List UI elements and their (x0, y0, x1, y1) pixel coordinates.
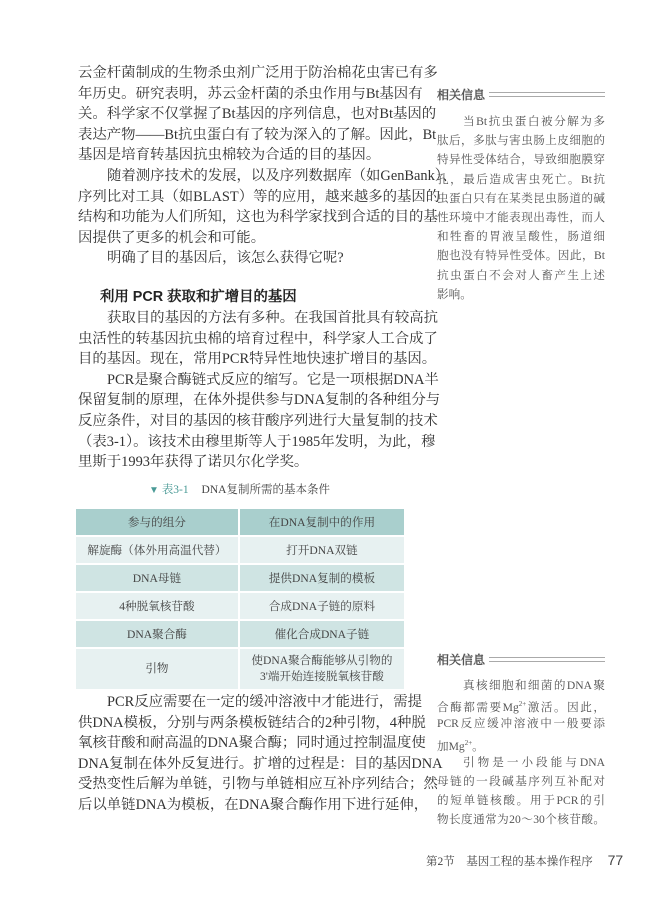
text-line: 受热变性后解为单链，引物与单链相应互补序列结合；然 (78, 776, 438, 793)
header-rule (489, 657, 605, 662)
table-cell: 引物 (76, 649, 238, 689)
sidebar-line: 肽后，多肽与害虫肠上皮细胞的 (437, 134, 605, 148)
related-info-title: 相关信息 (437, 653, 486, 667)
superscript: 2+ (464, 738, 473, 747)
text-line: 表达产物——Bt抗虫蛋白有了较为深入的了解。因此，Bt (78, 126, 437, 143)
text-line: 年历史。研究表明，苏云金杆菌的杀虫作用与Bt基因有 (78, 85, 423, 102)
table-cell: 解旋酶（体外用高温代替） (76, 537, 238, 563)
table-cell: 催化合成DNA子链 (238, 621, 404, 647)
text: 。 (472, 739, 484, 753)
text-line: 后以单链DNA为模板，在DNA聚合酶作用下进行延伸， (78, 796, 429, 813)
section-heading: 利用 PCR 获取和扩增目的基因 (100, 289, 297, 305)
sidebar-line: 当Bt抗虫蛋白被分解为多 (463, 115, 605, 128)
cell-line: 使DNA聚合酶能够从引物的 (251, 654, 393, 667)
table-row (76, 621, 404, 647)
related-info-box-2 (437, 651, 605, 830)
pcr-process-paragraph (78, 692, 443, 816)
text-line: 氧核苷酸和耐高温的DNA聚合酶；同时通过控制温度使 (78, 735, 426, 752)
text-line: 因提供了更多的机会和可能。 (78, 229, 266, 246)
text-line: 获取目的基因的方法有多种。在我国首批具有较高抗 (107, 310, 438, 326)
text-line: 反应条件，对目的基因的核苷酸序列进行大量复制的技术 (78, 412, 438, 429)
sidebar-line: PCR反应缓冲溶液中一般要添 (437, 717, 605, 731)
text-line: 供DNA模板，分别与两条模板链结合的2种引物，4种脱 (78, 714, 426, 731)
table-cell: 合成DNA子链的原料 (238, 593, 404, 619)
table-cell: DNA聚合酶 (76, 621, 238, 647)
text-line: 虫活性的转基因抗虫棉的培育过程中，科学家人工合成了 (78, 330, 438, 347)
table-cell: 提供DNA复制的模板 (238, 565, 404, 591)
sidebar-line: 母链的一段碱基序列互补配对 (437, 774, 605, 788)
triangle-marker-icon: ▼ (149, 485, 159, 496)
sidebar-line: 影响。 (437, 287, 472, 301)
header-rule (489, 92, 605, 97)
text-line: DNA复制在体外反复进行。扩增的过程是：目的基因DNA (78, 755, 443, 772)
text-line: 序列比对工具（如BLAST）等的应用，越来越多的基因的 (78, 188, 441, 205)
related-info-header (437, 651, 605, 668)
table-header-row (76, 509, 404, 535)
dna-replication-table (76, 507, 404, 691)
pcr-section (78, 286, 441, 473)
text: 激活。因此， (526, 701, 605, 715)
sidebar-line: 孔，最后造成害虫死亡。Bt抗 (437, 172, 605, 186)
text-line: 基因是培育转基因抗虫棉较为合适的目的基因。 (78, 147, 381, 164)
table-row (76, 565, 404, 591)
table-row (76, 537, 404, 563)
text-line: 云金杆菌制成的生物杀虫剂广泛用于防治棉花虫害已有多 (78, 65, 438, 81)
sidebar-line: 物长度通常为20～30个核苷酸。 (437, 813, 605, 827)
question-line: 明确了目的基因后，该怎么获得它呢? (107, 250, 344, 267)
text-line: 关。科学家不仅掌握了Bt基因的序列信息，也对Bt基因的 (78, 106, 437, 123)
superscript: 2+ (518, 700, 527, 709)
text-line: 保留复制的原理，在体外提供参与DNA复制的各种组分与 (78, 392, 441, 409)
table-cell: 4种脱氧核苷酸 (76, 593, 238, 619)
sidebar-line: 真核细胞和细菌的DNA聚 (463, 679, 605, 692)
text: 合酶都需要Mg (437, 701, 519, 715)
table-header-cell: 参与的组分 (76, 509, 238, 535)
table-cell (238, 649, 404, 689)
sidebar-line (437, 734, 605, 753)
related-info-title: 相关信息 (437, 88, 486, 102)
text: 加Mg (437, 739, 465, 753)
sidebar-line: 虫蛋白只有在某类昆虫肠道的碱 (437, 191, 605, 205)
text-line: （表3-1）。该技术由穆里斯等人于1985年发明，为此，穆 (78, 433, 436, 450)
table-title: DNA复制所需的基本条件 (201, 484, 330, 496)
cell-line: 3'端开始连接脱氧核苷酸 (260, 670, 384, 683)
sidebar-line: 和牲畜的胃液呈酸性，肠道细 (437, 230, 605, 244)
main-text-column (78, 63, 457, 269)
page-number: 77 (607, 852, 624, 868)
table-header-cell: 在DNA复制中的作用 (238, 509, 404, 535)
sidebar-line: 特异性受体结合，导致细胞膜穿 (437, 153, 605, 167)
sidebar-line: 抗虫蛋白不会对人畜产生上述 (437, 268, 605, 282)
table-cell: 打开DNA双链 (238, 537, 404, 563)
table-row (76, 649, 404, 689)
text-line: 里斯于1993年获得了诺贝尔化学奖。 (78, 454, 309, 471)
sidebar-line (437, 695, 605, 714)
page-footer (426, 852, 623, 869)
sidebar-line: 的短单链核酸。用于PCR的引 (437, 794, 605, 808)
text-line: 目的基因。现在，常用PCR特异性地快速扩增目的基因。 (78, 351, 437, 368)
text-line: PCR是聚合酶链式反应的缩写。它是一项根据DNA半 (107, 371, 439, 388)
sidebar-line: 引物是一小段能与DNA (463, 755, 605, 769)
sidebar-line: 性环境中才能表现出毒性，而人 (437, 210, 605, 224)
related-info-header (437, 86, 605, 103)
table-number: 表3-1 (161, 484, 189, 496)
sidebar-line: 胞也没有特异性受体。因此，Bt (437, 249, 605, 263)
section-title: 第2节 基因工程的基本操作程序 (426, 856, 593, 868)
table-cell: DNA母链 (76, 565, 238, 591)
text-line: 结构和功能为人们所知，这也为科学家找到合适的目的基 (78, 209, 438, 226)
related-info-box-1 (437, 86, 605, 304)
table-caption (78, 481, 401, 497)
text-line: 随着测序技术的发展，以及序列数据库（如GenBank）、 (107, 167, 457, 184)
table-row (76, 593, 404, 619)
text-line: PCR反应需要在一定的缓冲溶液中才能进行，需提 (107, 694, 423, 710)
